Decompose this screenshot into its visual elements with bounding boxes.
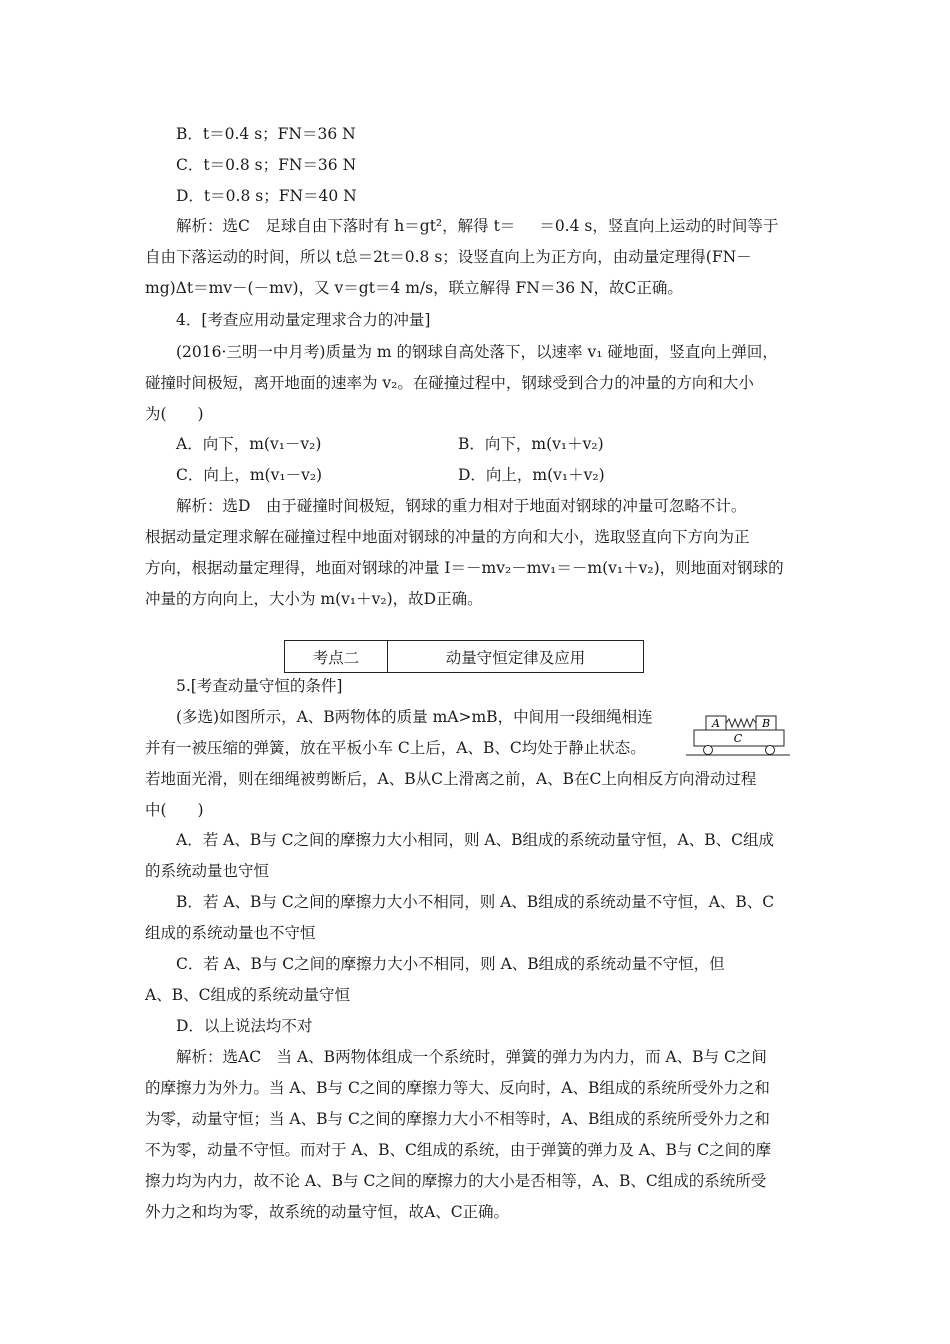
q3-solution-line-2: 自由下落运动的时间，所以 t总＝2t＝0.8 s；设竖直向上为正方向，由动量定理得(FN－ (145, 248, 752, 266)
q5-option-d: D．以上说法均不对 (176, 1017, 313, 1035)
q5-solution-1: 解析：选AC 当 A、B两物体组成一个系统时，弹簧的弹力为内力，而 A、B与 C之间 (176, 1048, 767, 1066)
q4-stem-2: 碰撞时间极短，离开地面的速率为 v₂。在碰撞过程中，钢球受到合力的冲量的方向和大小 (145, 374, 754, 392)
q5-option-b-2: 组成的系统动量也不守恒 (145, 924, 316, 942)
cart-spring-figure (686, 710, 790, 758)
block-a-label: A (712, 717, 720, 730)
q4-solution-2: 根据动量定理求解在碰撞过程中地面对钢球的冲量的方向和大小，选取竖直向下方向为正 (145, 528, 750, 546)
q5-option-c-2: A、B、C组成的系统动量守恒 (145, 986, 350, 1004)
q4-option-d: D．向上，m(v₁＋v₂) (458, 466, 605, 484)
cart-c-label: C (733, 732, 743, 745)
q5-stem-4: 中( ) (145, 801, 204, 819)
wheel-right-icon (766, 746, 775, 755)
q5-solution-3: 为零，动量守恒；当 A、B与 C之间的摩擦力大小不相等时，A、B组成的系统所受外力之和 (145, 1110, 770, 1128)
q4-option-c: C．向上，m(v₁－v₂) (176, 466, 323, 484)
spring-icon (726, 719, 756, 727)
q5-stem-1: (多选)如图所示，A、B两物体的质量 mA>mB，中间用一段细绳相连 (176, 708, 653, 726)
q4-stem-3: 为( ) (145, 405, 204, 423)
q3-sol-part-c: ＝0.4 s，竖直向上运动的时间等于 (539, 217, 779, 235)
q5-solution-4: 不为零，动量不守恒。而对于 A、B、C组成的系统，由于弹簧的弹力及 A、B与 C之间的摩 (145, 1141, 772, 1159)
q3-sol-part-a: 解析：选C 足球自由下落时有 h＝ (176, 217, 420, 235)
q4-solution-1: 解析：选D 由于碰撞时间极短，钢球的重力相对于地面对钢球的冲量可忽略不计。 (176, 497, 747, 515)
q4-stem-1: (2016·三明一中月考)质量为 m 的钢球自高处落下，以速率 v₁ 碰地面，竖直向上弹回， (176, 343, 778, 361)
q3-solution-line-1 (176, 216, 778, 236)
option-b: B．t＝0.4 s；FN＝36 N (176, 125, 356, 143)
q4-option-b: B．向下，m(v₁＋v₂) (458, 435, 604, 453)
q5-option-b-1: B．若 A、B与 C之间的摩擦力大小不相同，则 A、B组成的系统动量不守恒，A、B、C (176, 893, 775, 911)
q4-solution-3: 方向，根据动量定理得，地面对钢球的冲量 I＝－mv₂－mv₁＝－m(v₁＋v₂)，则地面对钢球的 (145, 559, 784, 577)
q4-heading: 4．[考查应用动量定理求合力的冲量] (176, 311, 431, 329)
option-c: C．t＝0.8 s；FN＝36 N (176, 156, 357, 174)
wheel-left-icon (704, 746, 713, 755)
option-d: D．t＝0.8 s；FN＝40 N (176, 187, 357, 205)
section-label: 考点二 (285, 641, 388, 672)
q4-solution-4: 冲量的方向向上，大小为 m(v₁＋v₂)，故D正确。 (145, 590, 483, 608)
q3-solution-line-3: mg)Δt＝mv－(－mv)，又 v＝gt＝4 m/s，联立解得 FN＝36 N，故C正确。 (145, 279, 683, 297)
q5-solution-5: 擦力均为内力，故不论 A、B与 C之间的摩擦力的大小是否相等，A、B、C组成的系统所受 (145, 1172, 767, 1190)
q5-stem-3: 若地面光滑，则在细绳被剪断后，A、B从C上滑离之前，A、B在C上向相反方向滑动过程 (145, 770, 757, 788)
q5-solution-2: 的摩擦力为外力。当 A、B与 C之间的摩擦力等大、反向时，A、B组成的系统所受外力之和 (145, 1079, 770, 1097)
q3-sol-part-b: gt²，解得 t＝ (419, 217, 516, 235)
q5-option-c-1: C．若 A、B与 C之间的摩擦力大小不相同，则 A、B组成的系统动量不守恒，但 (176, 955, 725, 973)
block-b-label: B (761, 717, 771, 730)
q5-solution-6: 外力之和均为零，故系统的动量守恒，故A、C正确。 (145, 1203, 510, 1221)
q5-stem-2: 并有一被压缩的弹簧，放在平板小车 C上后，A、B、C均处于静止状态。 (145, 739, 646, 757)
q4-option-a: A．向下，m(v₁－v₂) (176, 435, 322, 453)
q5-heading: 5.[考查动量守恒的条件] (176, 677, 343, 695)
section-title: 动量守恒定律及应用 (445, 648, 586, 667)
q5-option-a-2: 的系统动量也守恒 (145, 862, 270, 880)
q5-option-a-1: A．若 A、B与 C之间的摩擦力大小相同，则 A、B组成的系统动量守恒，A、B、C组成 (176, 831, 774, 849)
section-header-table (284, 640, 644, 673)
